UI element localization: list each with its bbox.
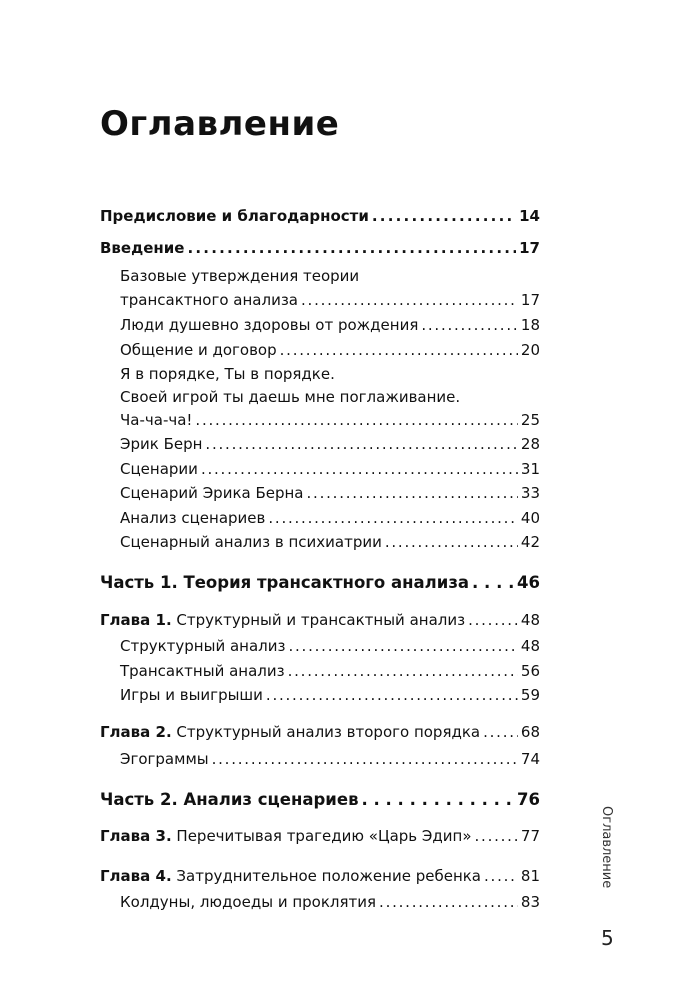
toc-entry-page: 77 [520, 827, 540, 845]
toc-subentry-berne[interactable] [120, 434, 540, 454]
toc-entry-page: 59 [520, 686, 540, 704]
toc-entry-page: 14 [519, 207, 540, 225]
toc-subentry-egograms[interactable] [120, 749, 540, 769]
toc-chapter-1[interactable] [100, 610, 540, 630]
toc-chapter-2[interactable] [100, 722, 540, 742]
dot-leader [288, 661, 518, 681]
dot-leader [212, 749, 518, 769]
toc-subentry-transactional[interactable] [120, 661, 540, 681]
toc-entry-label: трансактного анализа [120, 291, 299, 309]
chapter-prefix: Глава 2. [100, 723, 172, 741]
toc-entry-label: Часть 1. Теория трансактного анализа [100, 573, 470, 592]
dot-leader [372, 206, 516, 226]
dot-leader [484, 866, 518, 886]
toc-entry-label: Эгограммы [120, 750, 209, 768]
dot-leader [379, 892, 518, 912]
toc-subentry-games[interactable] [120, 685, 540, 705]
toc-entry-label: Сценарный анализ в психиатрии [120, 533, 382, 551]
chapter-prefix: Глава 3. [100, 827, 172, 845]
toc-entry-label: Игры и выигрыши [120, 686, 263, 704]
toc-entry-page: 76 [517, 790, 540, 809]
toc-entry-page: 40 [520, 509, 540, 527]
chapter-prefix: Глава 1. [100, 611, 172, 629]
toc-subentry-scripts[interactable] [120, 459, 540, 479]
toc-entry-page: 68 [520, 723, 540, 741]
toc-subentry-psychiatry[interactable] [120, 532, 540, 552]
dot-leader [187, 238, 516, 258]
toc-entry-page: 42 [520, 533, 540, 551]
toc-entry-page: 33 [520, 484, 540, 502]
toc-entry-page: 74 [520, 750, 540, 768]
toc-entry-label: Ча-ча-ча! [120, 411, 193, 429]
toc-entry-page: 31 [520, 460, 540, 478]
dot-leader [483, 722, 518, 742]
toc-entry-page: 28 [520, 435, 540, 453]
dot-leader [472, 573, 514, 593]
toc-entry-page: 46 [517, 573, 540, 592]
dot-leader [205, 434, 517, 454]
dot-leader [201, 459, 518, 479]
dot-leader [362, 790, 515, 810]
toc-chapter-3[interactable] [100, 826, 540, 846]
toc-entry-label: Общение и договор [120, 341, 277, 359]
toc-entry-line: Базовые утверждения теории [120, 267, 360, 285]
toc-subentry-structural[interactable] [120, 636, 540, 656]
toc-entry-intro[interactable] [100, 238, 540, 258]
toc-entry-label: Эрик Берн [120, 435, 203, 453]
dot-leader [421, 315, 518, 335]
toc-entry-label: Сценарии [120, 460, 198, 478]
toc-entry-label: Анализ сценариев [120, 509, 266, 527]
toc-entry-label: Предисловие и благодарности [100, 207, 369, 225]
toc-subentry-basic[interactable] [120, 290, 540, 310]
toc-entry-page: 20 [520, 341, 540, 359]
dot-leader [268, 508, 518, 528]
toc-entry-page: 25 [520, 411, 540, 429]
toc-subentry-sorcerers[interactable] [120, 892, 540, 912]
toc-entry-label: Структурный и трансактный анализ [176, 611, 466, 629]
dot-leader [280, 340, 518, 360]
running-header-label: Оглавление [599, 806, 614, 889]
toc-entry-label: Затруднительное положение ребенка [176, 867, 481, 885]
toc-part-2[interactable] [100, 790, 540, 810]
toc-part-1[interactable] [100, 573, 540, 593]
toc-entry-label: Структурный анализ второго порядка [176, 723, 481, 741]
toc-chapter-4[interactable] [100, 866, 540, 886]
toc-entry-label: Трансактный анализ [120, 662, 285, 680]
toc-entry-label: Структурный анализ [120, 637, 286, 655]
toc-entry-page: 18 [520, 316, 540, 334]
toc-entry-label: Люди душевно здоровы от рождения [120, 316, 419, 334]
toc-entry-line: Своей игрой ты даешь мне поглаживание. [120, 388, 461, 406]
toc-entry-page: 48 [520, 637, 540, 655]
chapter-prefix: Глава 4. [100, 867, 172, 885]
toc-entry-page: 56 [520, 662, 540, 680]
toc-entry-label: Введение [100, 239, 185, 257]
toc-entry-page: 17 [520, 291, 540, 309]
toc-subentry-berne-script[interactable] [120, 483, 540, 503]
dot-leader [266, 685, 518, 705]
toc-entry-preface[interactable] [100, 206, 540, 226]
dot-leader [195, 410, 517, 430]
page-number: 5 [601, 926, 614, 950]
toc-subentry-script-analysis[interactable] [120, 508, 540, 528]
dot-leader [475, 826, 518, 846]
toc-subentry-healthy[interactable] [120, 315, 540, 335]
page-title: Оглавление [100, 104, 340, 144]
toc-entry-page: 81 [520, 867, 540, 885]
dot-leader [307, 483, 518, 503]
dot-leader [468, 610, 518, 630]
dot-leader [288, 636, 517, 656]
toc-entry-page: 48 [520, 611, 540, 629]
toc-entry-label: Часть 2. Анализ сценариев [100, 790, 359, 809]
dot-leader [385, 532, 518, 552]
toc-entry-label: Перечитывая трагедию «Царь Эдип» [176, 827, 472, 845]
toc-entry-label: Колдуны, людоеды и проклятия [120, 893, 377, 911]
toc-entry-page: 83 [520, 893, 540, 911]
toc-subentry-okay[interactable] [120, 410, 540, 430]
toc-entry-page: 17 [519, 239, 540, 257]
running-header [594, 806, 614, 896]
dot-leader [301, 290, 518, 310]
toc-entry-label: Сценарий Эрика Берна [120, 484, 304, 502]
toc-entry-line: Я в порядке, Ты в порядке. [120, 365, 335, 383]
toc-subentry-contract[interactable] [120, 340, 540, 360]
